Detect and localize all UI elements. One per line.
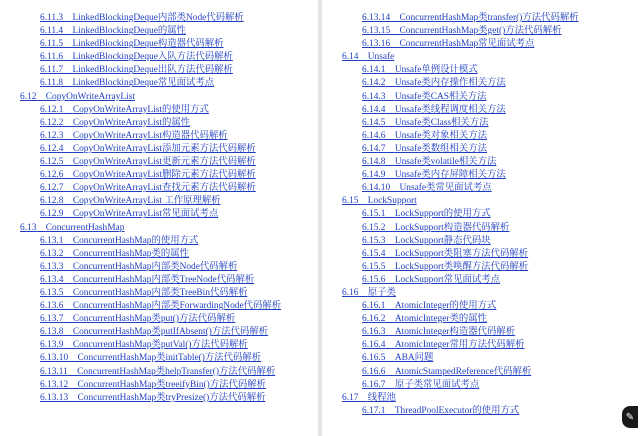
toc-entry-number[interactable]: 6.11.3 [40,13,64,23]
toc-entry-number[interactable]: 6.13.15 [362,26,391,37]
toc-entry[interactable] [0,235,318,248]
toc-entry-title[interactable]: ConcurrentHashMap类putIfAbsent()方法代码解析 [72,327,269,338]
toc-entry[interactable] [0,169,318,182]
toc-entry-number[interactable]: 6.15.6 [362,274,386,285]
toc-entry[interactable] [0,208,318,221]
toc-entry[interactable] [322,208,640,221]
toc-entry-number[interactable]: 6.13.6 [40,301,64,312]
toc-entry-title[interactable]: 线程池 [367,392,396,403]
toc-entry-number[interactable]: 6.11.7 [40,65,64,76]
toc-entry-title[interactable]: Unsafe类CAS相关方法 [394,91,487,102]
toc-entry-number[interactable]: 6.12.3 [40,130,64,141]
toc-entry[interactable] [0,248,318,261]
toc-entry-number[interactable]: 6.13.2 [40,248,64,259]
toc-entry[interactable] [322,300,640,313]
toc-entry[interactable] [0,339,318,352]
toc-entry-number[interactable]: 6.16.2 [362,314,386,325]
toc-entry-title[interactable]: ConcurrentHashMap类tryPresize()方法代码解析 [77,392,266,403]
toc-entry-number[interactable]: 6.13.1 [40,235,64,246]
toc-entry-number[interactable]: 6.13.11 [40,366,68,377]
toc-entry-number[interactable]: 6.11.4 [40,26,64,37]
toc-entry[interactable] [0,104,318,117]
toc-entry-title[interactable]: Unsafe类数组相关方法 [394,143,487,154]
toc-entry-title[interactable]: LockSupport类唤醒方法代码解析 [394,261,529,272]
toc-entry-number[interactable]: 6.14.5 [362,117,386,128]
toc-entry-title[interactable]: CopyOnWriteArrayList [45,91,135,102]
toc-entry-number[interactable]: 6.12.8 [40,196,64,207]
toc-entry-title[interactable]: CopyOnWriteArrayList的属性 [72,117,191,128]
toc-entry-title[interactable]: LockSupport静态代码块 [394,235,491,246]
toc-entry[interactable] [0,352,318,365]
toc-entry-title[interactable]: ThreadPoolExecutor的使用方式 [394,405,520,416]
toc-entry[interactable] [322,405,640,418]
toc-entry[interactable] [322,287,640,300]
toc-entry-title[interactable]: LinkedBlockingDeque内部类Node代码解析 [72,13,244,23]
toc-entry-number[interactable]: 6.13.4 [40,274,64,285]
toc-entry-number[interactable]: 6.17 [342,392,359,403]
right-toc-page [322,0,640,436]
toc-entry-title[interactable]: CopyOnWriteArrayList查找元素方法代码解析 [72,183,256,194]
toc-entry-number[interactable]: 6.12.6 [40,170,64,181]
toc-entry[interactable] [322,182,640,195]
toc-entry-number[interactable]: 6.13.3 [40,261,64,272]
toc-entry-number[interactable]: 6.13.9 [40,340,64,351]
toc-entry[interactable] [0,326,318,339]
toc-entry-title[interactable]: Unsafe类常见面试考点 [399,183,492,194]
toc-entry[interactable] [0,379,318,392]
toc-entry-number[interactable]: 6.13.12 [40,379,69,390]
toc-entry[interactable] [0,38,318,51]
toc-entry[interactable] [322,235,640,248]
toc-entry-number[interactable]: 6.13.10 [40,353,69,364]
toc-entry-title[interactable]: ConcurrentHashMap的使用方式 [72,235,199,246]
toc-entry[interactable] [0,366,318,379]
toc-entry[interactable] [322,130,640,143]
toc-entry-title[interactable]: CopyOnWriteArrayList更新元素方法代码解析 [72,157,256,168]
toc-entry-number[interactable]: 6.14.3 [362,91,386,102]
toc-entry-number[interactable]: 6.14.6 [362,130,386,141]
toc-entry-title[interactable]: Unsafe [367,52,395,63]
toc-entry-title[interactable]: ConcurrentHashMap常见面试考点 [399,39,535,50]
toc-entry-title[interactable]: ABA问题 [394,353,434,364]
toc-entry[interactable] [322,313,640,326]
toc-entry-title[interactable]: CopyOnWriteArrayList的使用方式 [72,104,209,115]
toc-entry-title[interactable]: ConcurrentHashMap [45,222,125,233]
toc-entry-number[interactable]: 6.16.3 [362,327,386,338]
toc-entry-number[interactable]: 6.12.7 [40,183,64,194]
toc-entry[interactable] [0,77,318,90]
toc-entry[interactable] [322,339,640,352]
toc-entry-number[interactable]: 6.14.7 [362,143,386,154]
toc-entry-title[interactable]: LockSupport的使用方式 [394,209,491,220]
toc-entry-title[interactable]: CopyOnWriteArrayList添加元素方法代码解析 [72,143,256,154]
toc-entry-title[interactable]: CopyOnWriteArrayList删除元素方法代码解析 [72,170,256,181]
toc-entry-title[interactable]: ConcurrentHashMap内部类TreeNode代码解析 [72,274,255,285]
toc-entry-title[interactable]: ConcurrentHashMap类transfer()方法代码解析 [399,13,579,23]
toc-entry[interactable] [0,64,318,77]
toc-entry[interactable] [0,222,318,235]
toc-entry-title[interactable]: ConcurrentHashMap内部类ForwardingNode代码解析 [72,301,282,312]
toc-entry-number[interactable]: 6.15.1 [362,209,386,220]
toc-entry[interactable] [322,366,640,379]
toc-entry-number[interactable]: 6.12.2 [40,117,64,128]
toc-entry-number[interactable]: 6.15.4 [362,248,386,259]
toc-entry-number[interactable]: 6.14.9 [362,170,386,181]
toc-entry-title[interactable]: ConcurrentHashMap类initTable()方法代码解析 [77,353,262,364]
toc-entry-title[interactable]: ConcurrentHashMap类的属性 [72,248,189,259]
toc-entry[interactable] [322,77,640,90]
toc-entry-number[interactable]: 6.15.5 [362,261,386,272]
right-toc-list [322,12,640,418]
toc-entry-title[interactable]: Unsafe类线程调度相关方法 [394,104,506,115]
toc-entry-number[interactable]: 6.13.5 [40,287,64,298]
toc-entry-title[interactable]: AtomicInteger常用方法代码解析 [394,340,525,351]
toc-entry-title[interactable]: LinkedBlockingDeque的属性 [72,26,186,37]
floating-action-button[interactable] [622,406,638,428]
toc-entry[interactable] [0,195,318,208]
toc-entry-number[interactable]: 6.15.3 [362,235,386,246]
toc-entry[interactable] [322,104,640,117]
toc-entry-number[interactable]: 6.13.7 [40,314,64,325]
toc-entry-title[interactable]: AtomicStampedReference代码解析 [394,366,532,377]
toc-entry[interactable] [322,261,640,274]
toc-entry-number[interactable]: 6.13.8 [40,327,64,338]
toc-entry[interactable] [0,274,318,287]
toc-entry-title[interactable]: AtomicInteger类的属性 [394,314,487,325]
toc-entry-title[interactable]: LockSupport构造器代码解析 [394,222,510,233]
toc-entry[interactable] [322,222,640,235]
chat-icon: ✎ [625,411,635,423]
toc-entry[interactable] [322,25,640,38]
toc-entry-title[interactable]: ConcurrentHashMap类treeifyBin()方法代码解析 [77,379,267,390]
toc-entry-number[interactable]: 6.12.5 [40,157,64,168]
toc-entry-title[interactable]: Unsafe类内存屏障相关方法 [394,170,506,181]
toc-entry[interactable] [322,392,640,405]
toc-entry-number[interactable]: 6.12.9 [40,209,64,220]
toc-entry[interactable] [322,143,640,156]
toc-entry-title[interactable]: Unsafe类对象相关方法 [394,130,487,141]
toc-entry[interactable] [322,156,640,169]
toc-entry-number[interactable]: 6.16.1 [362,301,386,312]
toc-entry[interactable] [0,51,318,64]
toc-entry-number[interactable]: 6.16.5 [362,353,386,364]
toc-entry-number[interactable]: 6.11.6 [40,52,64,63]
toc-entry-title[interactable]: LinkedBlockingDeque常见面试考点 [72,78,215,89]
left-toc-list [0,12,318,405]
toc-entry-title[interactable]: AtomicInteger构造器代码解析 [394,327,516,338]
toc-entry-title[interactable]: ConcurrentHashMap类put()方法代码解析 [72,314,236,325]
toc-entry-number[interactable]: 6.16.6 [362,366,386,377]
toc-entry-title[interactable]: ConcurrentHashMap类get()方法代码解析 [399,26,562,37]
toc-entry-number[interactable]: 6.14 [342,52,359,63]
toc-entry-number[interactable]: 6.16.4 [362,340,386,351]
toc-entry-number[interactable]: 6.14.4 [362,104,386,115]
toc-entry-number[interactable]: 6.12.1 [40,104,64,115]
toc-entry-number[interactable]: 6.12 [20,91,37,102]
toc-entry-number[interactable]: 6.13.13 [40,392,69,403]
toc-entry[interactable] [0,117,318,130]
toc-entry-title[interactable]: Unsafe类内存操作相关方法 [394,78,506,89]
toc-entry-number[interactable]: 6.12.4 [40,143,64,154]
toc-entry-title[interactable]: ConcurrentHashMap类helpTransfer()方法代码解析 [77,366,276,377]
toc-entry[interactable] [322,91,640,104]
toc-entry-title[interactable]: CopyOnWriteArrayList构造器代码解析 [72,130,228,141]
toc-entry[interactable] [322,12,640,25]
toc-entry-number[interactable]: 6.13 [20,222,37,233]
toc-entry-number[interactable]: 6.14.2 [362,78,386,89]
toc-entry-title[interactable]: Unsafe单例设计模式 [394,65,478,76]
toc-entry-number[interactable]: 6.14.1 [362,65,386,76]
toc-entry[interactable] [0,143,318,156]
toc-entry-number[interactable]: 6.13.14 [362,13,391,23]
toc-entry[interactable] [0,261,318,274]
toc-entry-title[interactable]: CopyOnWriteArrayList 工作原理解析 [72,196,221,207]
left-toc-page [0,0,318,436]
toc-entry[interactable] [322,169,640,182]
toc-entry-number[interactable]: 6.11.8 [40,78,64,89]
toc-entry-title[interactable]: CopyOnWriteArrayList常见面试考点 [72,209,219,220]
toc-entry-title[interactable]: 原子类常见面试考点 [394,379,480,390]
toc-entry-title[interactable]: LockSupport [367,196,417,207]
toc-entry-number[interactable]: 6.14.10 [362,183,391,194]
toc-entry[interactable] [0,25,318,38]
toc-entry[interactable] [322,379,640,392]
toc-entry[interactable] [322,51,640,64]
toc-entry-number[interactable]: 6.14.8 [362,157,386,168]
toc-entry-title[interactable]: ConcurrentHashMap类putVal()方法代码解析 [72,340,248,351]
toc-entry-title[interactable]: ConcurrentHashMap内部类Node代码解析 [72,261,238,272]
toc-entry-number[interactable]: 6.16.7 [362,379,386,390]
toc-entry-title[interactable]: LinkedBlockingDeque出队方法代码解析 [72,65,233,76]
toc-entry-title[interactable]: Unsafe类volatile相关方法 [394,157,497,168]
toc-entry[interactable] [0,300,318,313]
toc-entry-number[interactable]: 6.15.2 [362,222,386,233]
toc-entry-number[interactable]: 6.11.5 [40,39,64,50]
toc-entry-title[interactable]: LinkedBlockingDeque入队方法代码解析 [72,52,233,63]
toc-entry-number[interactable]: 6.15 [342,196,359,207]
toc-entry[interactable] [322,248,640,261]
toc-entry[interactable] [0,130,318,143]
toc-entry[interactable] [0,91,318,104]
toc-entry[interactable] [322,38,640,51]
toc-entry[interactable] [0,156,318,169]
toc-entry[interactable] [322,64,640,77]
toc-entry[interactable] [322,117,640,130]
toc-entry-number[interactable]: 6.13.16 [362,39,391,50]
toc-entry[interactable] [0,182,318,195]
toc-entry[interactable] [0,392,318,405]
toc-entry-title[interactable]: LockSupport常见面试考点 [394,274,501,285]
toc-entry[interactable] [0,313,318,326]
toc-entry-title[interactable]: 原子类 [367,287,396,298]
toc-entry[interactable] [0,287,318,300]
toc-entry[interactable] [322,352,640,365]
toc-entry-title[interactable]: ConcurrentHashMap内部类TreeBin代码解析 [72,287,248,298]
toc-entry-number[interactable]: 6.17.1 [362,405,386,416]
toc-entry[interactable] [322,195,640,208]
toc-entry-number[interactable]: 6.16 [342,287,359,298]
toc-entry-title[interactable]: LinkedBlockingDeque构造器代码解析 [72,39,224,50]
toc-entry-title[interactable]: LockSupport类阻塞方法代码解析 [394,248,529,259]
toc-entry[interactable] [322,274,640,287]
toc-entry[interactable] [0,12,318,25]
toc-entry-title[interactable]: AtomicInteger的使用方式 [394,301,497,312]
toc-entry-title[interactable]: Unsafe类Class相关方法 [394,117,489,128]
toc-entry[interactable] [322,326,640,339]
